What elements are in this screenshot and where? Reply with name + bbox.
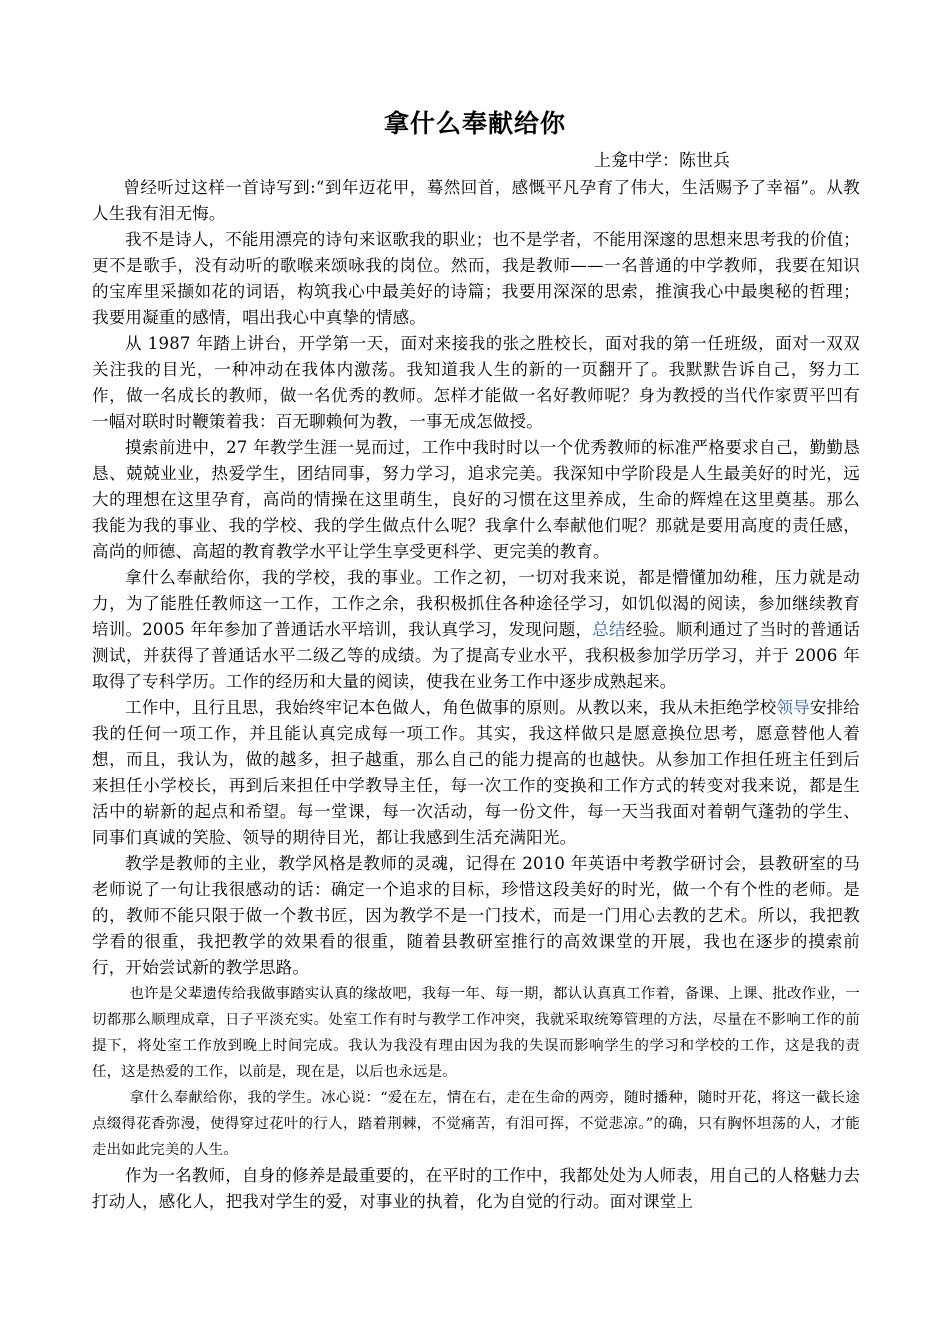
- paragraph-9: 拿什么奉献给你，我的学生。冰心说：“爱在左，情在右，走在生命的两旁，随时播种，随时开花，将这一截长途点缀得花香弥漫，使得穿过花叶的行人，踏着荆棘，不觉痛苦，有泪可挥，不觉悲凉。”的确，只有胸怀坦荡的人，才能走出如此完美的人生。: [92, 1090, 860, 1158]
- paragraph-5-text-a: 拿什么奉献给你，我的学校，我的事业。工作之初，一切对我来说，都是懵懂加幼稚，压力就是动力，为了能胜任教师这一工作，工作之余，我积极抓住各种途径学习，如饥似渴的阅读，参加继续教育培训。2005 年年参加了普通话水平培训，我认真学习，发现问题，: [92, 568, 860, 639]
- paragraph-6: [92, 695, 860, 851]
- paragraph-8: 也许是父辈遗传给我做事踏实认真的缘故吧，我每一年、每一期，都认认真真工作着，备课、上课、批改作业，一切都那么顺理成章，日子平淡充实。处室工作有时与教学工作冲突，我就采取统筹管理的方法，尽量在不影响工作的前提下，将处室工作放到晚上时间完成。我认为我没有理由因为我的失误而影响学生的学习和学校的工作，这是我的责任，这是热爱的工作，以前是，现在是，以后也永远是。: [92, 986, 860, 1080]
- paragraph-2: 我不是诗人，不能用漂亮的诗句来讴歌我的职业；也不是学者，不能用深邃的思想来思考我的价值；更不是歌手，没有动听的歌喉来颂咏我的岗位。然而，我是教师——一名普通的中学教师，我要在知识的宝库里采撷如花的词语，构筑我心中最美好的诗篇；我要用深深的思索，推演我心中最奥秘的哲理；我要用凝重的感情，唱出我心中真挚的情感。: [92, 230, 860, 327]
- paragraph-6-text-a: 工作中，且行且思，我始终牢记本色做人，角色做事的原则。从教以来，我从未拒绝学校: [125, 698, 777, 717]
- document-title: 拿什么奉献给你: [383, 109, 566, 138]
- leadership-link[interactable]: 领导: [776, 698, 810, 717]
- paragraph-7: 教学是教师的主业，教学风格是教师的灵魂，记得在 2010 年英语中考教学研讨会，县教研室的马老师说了一句让我很感动的话：确定一个追求的目标，珍惜这段美好的时光，做一个有个性的老师。是的，教师不能只限于做一个教书匠，因为教学不是一门技术，而是一门用心去教的艺术。所以，我把教学看的很重，我把教学的效果看的很重，随着县教研室推行的高效课堂的开展，我也在逐步的摸索前行，开始尝试新的教学思路。: [92, 854, 860, 977]
- paragraph-3: 从 1987 年踏上讲台，开学第一天，面对来接我的张之胜校长，面对我的第一任班级，面对一双双关注我的目光，一种冲动在我体内激荡。我知道我人生的新的一页翻开了。我默默告诉自己，努力工作，做一名成长的教师，做一名优秀的教师。怎样才能做一名好教师呢？身为教授的当代作家贾平凹有一幅对联时时鞭策着我：百无聊赖何为教，一事无成怎做授。: [92, 334, 860, 431]
- paragraph-6-text-b: 安排给我的任何一项工作，并且能认真完成每一项工作。其实，我这样做只是愿意换位思考，愿意替他人着想，而且，我认为，做的越多，担子越重，那么自己的能力提高的也越快。从参加工作担任班主任到后来担任小学校长，再到后来担任中学教导主任，每一次工作的变换和工作方式的转变对我来说，都是生活中的崭新的起点和希望。每一堂课，每一次活动，每一份文件，每一天当我面对着朝气蓬勃的学生、同事们真诚的笑脸、领导的期待目光，都让我感到生活充满阳光。: [92, 698, 860, 847]
- paragraph-4: 摸索前进中，27 年教学生涯一晃而过，工作中我时时以一个优秀教师的标准严格要求自己，勤勤恳恳、兢兢业业，热爱学生，团结同事，努力学习，追求完美。我深知中学阶段是人生最美好的时光，远大的理想在这里孕育，高尚的情操在这里萌生，良好的习惯在这里养成，生命的辉煌在这里奠基。那么我能为我的事业、我的学校、我的学生做点什么呢？我拿什么奉献他们呢？那就是要用高度的责任感，高尚的师德、高超的教育教学水平让学生享受更科学、更完美的教育。: [92, 438, 860, 561]
- summary-link[interactable]: 总结: [592, 620, 626, 639]
- paragraph-5: [92, 565, 860, 695]
- paragraph-5-text-b: 经验。顺利通过了当时的普通话测试，并获得了普通话水平二级乙等的成绩。为了提高专业水平，我积极参加学历学习，并于 2006 年取得了专科学历。工作的经历和大量的阅读，使我在业务工作中逐步成熟起来。: [92, 620, 860, 691]
- paragraph-1: 曾经听过这样一首诗写到:“到年迈花甲，蓦然回首，感慨平凡孕育了伟大，生活赐予了幸福”。从教人生我有泪无悔。: [92, 178, 860, 223]
- paragraph-10: 作为一名教师，自身的修养是最重要的，在平时的工作中，我都处处为人师表，用自己的人格魅力去打动人，感化人，把我对学生的爱，对事业的执着，化为自觉的行动。面对课堂上: [92, 1166, 860, 1211]
- document-body: [92, 175, 860, 1215]
- author-line: 上龛中学：陈世兵: [594, 151, 730, 171]
